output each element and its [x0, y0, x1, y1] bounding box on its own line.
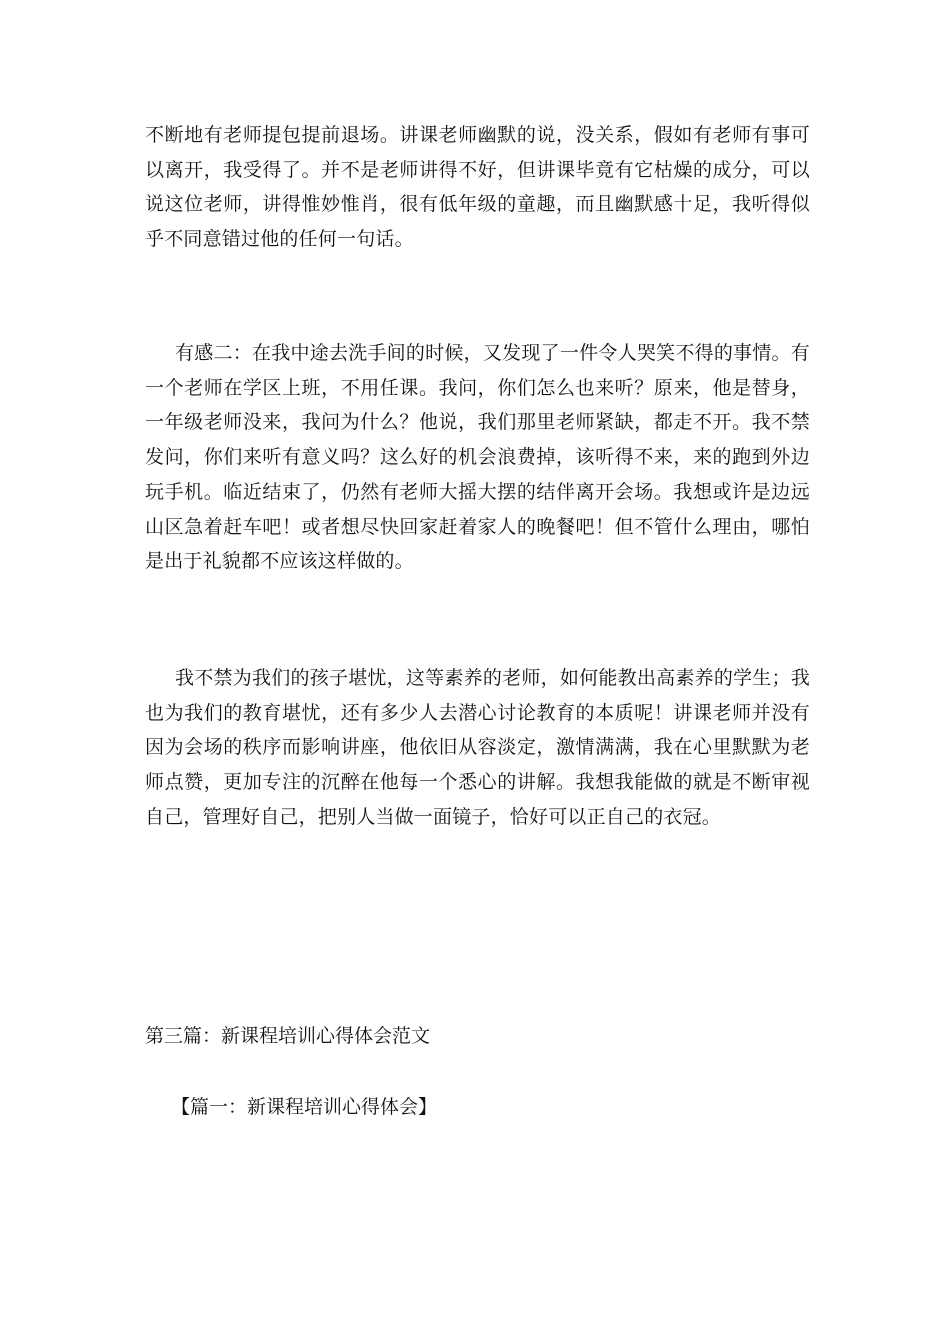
paragraph-2: 有感二：在我中途去洗手间的时候，又发现了一件令人哭笑不得的事情。有一个老师在学区上班，不用任课。我问，你们怎么也来听？原来，他是替身，一年级老师没来，我问为什么？他说，我们那里老师紧缺，都走不开。我不禁发问，你们来听有意义吗？这么好的机会浪费掉，该听得不来，来的跑到外边玩手机。临近结束了，仍然有老师大摇大摆的结伴离开会场。我想或许是边远山区急着赶车吧！或者想尽快回家赶着家人的晚餐吧！但不管什么理由，哪怕是出于礼貌都不应该这样做的。	[145, 342, 810, 573]
section-title: 第三篇：新课程培训心得体会范文	[145, 1025, 431, 1047]
paragraph-3: 我不禁为我们的孩子堪忧，这等素养的老师，如何能教出高素养的学生；我也为我们的教育堪忧，还有多少人去潜心讨论教育的本质呢！讲课老师并没有因为会场的秩序而影响讲座，他依旧从容淡定，激情满满，我在心里默默为老师点赞，更加专注的沉醉在他每一个悉心的讲解。我想我能做的就是不断审视自己，管理好自己，把别人当做一面镜子，恰好可以正自己的衣冠。	[145, 667, 810, 828]
paragraph-1: 不断地有老师提包提前退场。讲课老师幽默的说，没关系，假如有老师有事可以离开，我受得了。并不是老师讲得不好，但讲课毕竟有它枯燥的成分，可以说这位老师，讲得惟妙惟肖，很有低年级的童趣，而且幽默感十足，我听得似乎不同意错过他的任何一句话。	[145, 124, 810, 251]
sub-title: 【篇一：新课程培训心得体会】	[171, 1096, 438, 1118]
